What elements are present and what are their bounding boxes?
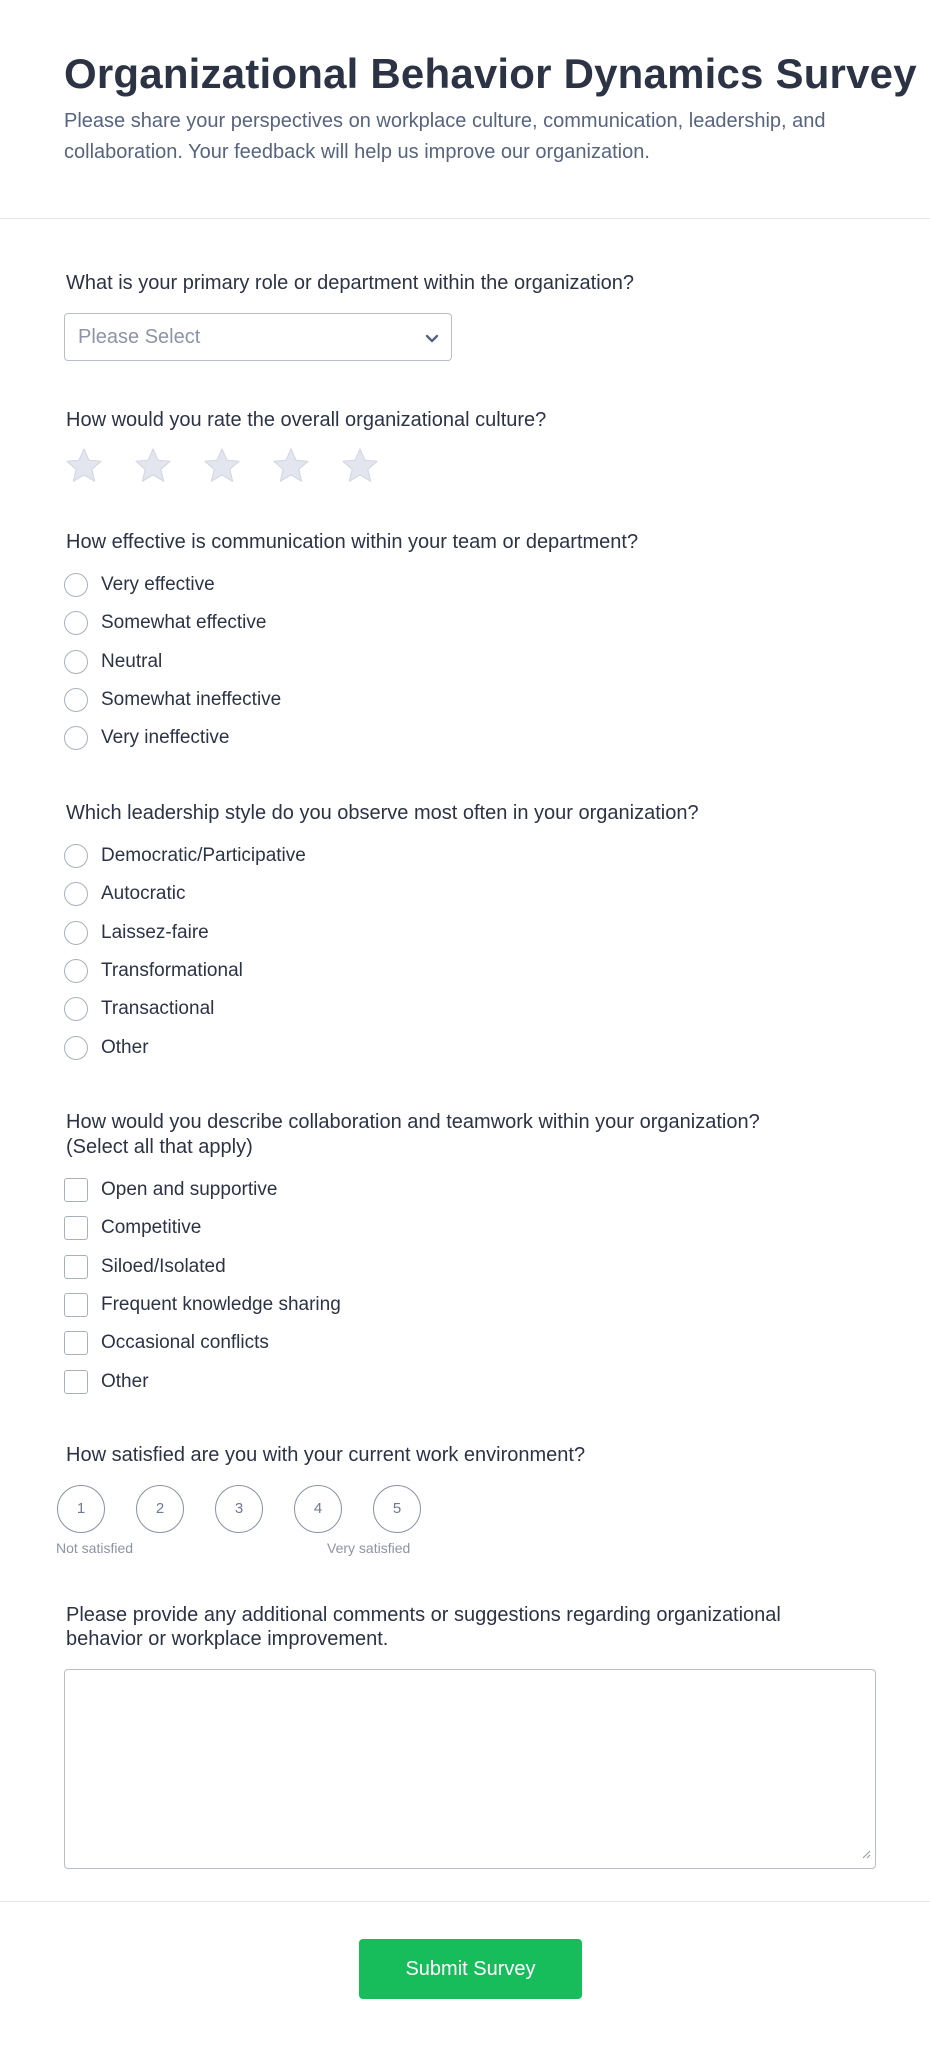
communication-option-label: Somewhat ineffective (101, 688, 282, 710)
form-header (0, 0, 930, 219)
scale-min-label: Not satisfied (56, 1540, 134, 1556)
question-comments-label-2: behavior or workplace improvement. (66, 1628, 389, 1650)
communication-option-label: Somewhat effective (101, 612, 267, 634)
star-icon[interactable] (133, 446, 173, 486)
chevron-down-icon (425, 331, 439, 349)
leadership-option-label: Laissez-faire (101, 921, 209, 943)
role-dropdown[interactable] (64, 313, 452, 361)
collaboration-option-label: Occasional conflicts (101, 1332, 269, 1354)
checkbox[interactable] (64, 1255, 88, 1279)
communication-option-label: Very ineffective (101, 727, 230, 749)
communication-option-label: Very effective (101, 574, 215, 595)
form-description: Please share your perspectives on workplace culture, communication, leadership, and collaboration. Your feedback will help us improve our organization. (64, 110, 826, 163)
collaboration-option-label: Competitive (101, 1217, 202, 1239)
question-leadership-label: Which leadership style do you observe most often in your organization? (66, 802, 699, 824)
satisfaction-scale-5[interactable]: 5 (373, 1485, 421, 1533)
leadership-option-label: Autocratic (101, 883, 186, 905)
leadership-option-label: Transformational (101, 959, 243, 981)
resize-handle-icon[interactable] (861, 1846, 871, 1864)
satisfaction-scale-4[interactable]: 4 (294, 1485, 342, 1533)
radio-button[interactable] (64, 997, 88, 1021)
leadership-option-label: Other (101, 1036, 149, 1058)
star-icon[interactable] (64, 446, 104, 486)
footer-divider (0, 1901, 930, 1902)
question-collaboration-hint: (Select all that apply) (66, 1136, 253, 1158)
checkbox[interactable] (64, 1370, 88, 1394)
collaboration-option-label: Siloed/Isolated (101, 1255, 226, 1277)
communication-option-label: Neutral (101, 650, 163, 672)
radio-button[interactable] (64, 844, 88, 868)
form-title: Organizational Behavior Dynamics Survey (64, 50, 917, 97)
radio-button[interactable] (64, 688, 88, 712)
radio-button[interactable] (64, 882, 88, 906)
star-icon[interactable] (202, 446, 242, 486)
checkbox[interactable] (64, 1178, 88, 1202)
question-culture-label: How would you rate the overall organizational culture? (66, 409, 547, 431)
satisfaction-scale-1[interactable]: 1 (57, 1485, 105, 1533)
question-collaboration-label: How would you describe collaboration and teamwork within your organization? (66, 1111, 760, 1133)
role-dropdown-placeholder: Please Select (78, 326, 201, 348)
comments-textarea[interactable] (64, 1669, 876, 1869)
question-communication-label: How effective is communication within your team or department? (66, 531, 639, 553)
satisfaction-scale-2[interactable]: 2 (136, 1485, 184, 1533)
question-role-label: What is your primary role or department within the organization? (66, 272, 635, 294)
scale-max-label: Very satisfied (327, 1540, 411, 1556)
checkbox[interactable] (64, 1331, 88, 1355)
collaboration-option-label: Open and supportive (101, 1179, 278, 1200)
question-comments-label: Please provide any additional comments or suggestions regarding organizational (66, 1604, 781, 1626)
star-icon[interactable] (340, 446, 380, 486)
leadership-option-label: Transactional (101, 998, 215, 1020)
question-satisfaction-label: How satisfied are you with your current work environment? (66, 1444, 586, 1466)
radio-button[interactable] (64, 959, 88, 983)
collaboration-option-label: Frequent knowledge sharing (101, 1293, 341, 1315)
submit-button[interactable]: Submit Survey (359, 1939, 582, 1999)
collaboration-option-label: Other (101, 1370, 149, 1392)
checkbox[interactable] (64, 1293, 88, 1317)
radio-button[interactable] (64, 573, 88, 597)
checkbox[interactable] (64, 1216, 88, 1240)
radio-button[interactable] (64, 726, 88, 750)
radio-button[interactable] (64, 1036, 88, 1060)
leadership-option-label: Democratic/Participative (101, 845, 306, 866)
radio-button[interactable] (64, 921, 88, 945)
star-icon[interactable] (271, 446, 311, 486)
radio-button[interactable] (64, 650, 88, 674)
radio-button[interactable] (64, 611, 88, 635)
satisfaction-scale-3[interactable]: 3 (215, 1485, 263, 1533)
